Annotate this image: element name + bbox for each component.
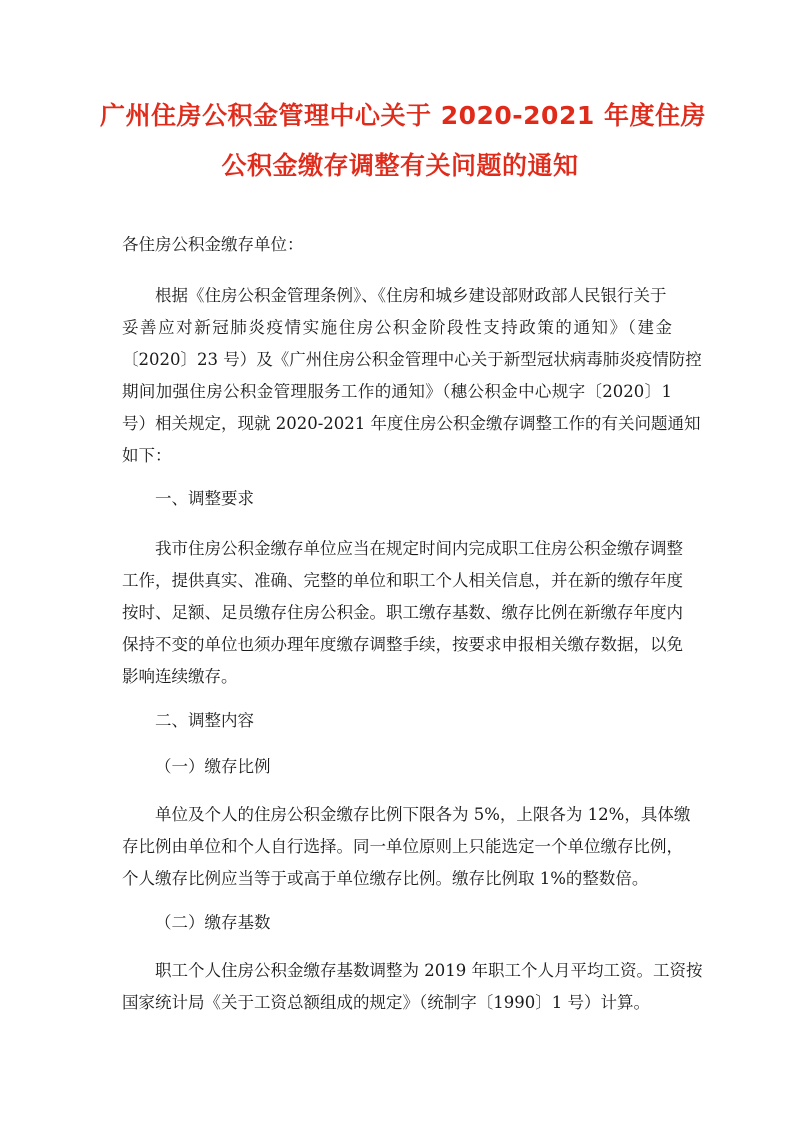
section1-line: 保持不变的单位也须办理年度缴存调整手续，按要求申报相关缴存数据，以免 <box>122 635 683 654</box>
section-heading: 一、调整要求 <box>155 489 254 508</box>
intro-line: 妥善应对新冠肺炎疫情实施住房公积金阶段性支持政策的通知》（建金 <box>122 318 672 337</box>
sub1-line: 单位及个人的住房公积金缴存比例下限各为 5%，上限各为 12%，具体缴 <box>155 805 691 824</box>
document-title-line-1: 广州住房公积金管理中心关于 2020-2021 年度住房 <box>100 101 706 130</box>
sub2-line: 国家统计局《关于工资总额组成的规定》（统制字〔1990〕1 号）计算。 <box>122 993 650 1012</box>
document-title-line-2: 公积金缴存调整有关问题的通知 <box>221 151 579 180</box>
intro-line: 如下： <box>122 446 172 465</box>
section1-line: 工作，提供真实、准确、完整的单位和职工个人相关信息，并在新的缴存年度 <box>122 571 683 590</box>
sub2-line: 职工个人住房公积金缴存基数调整为 2019 年职工个人月平均工资。工资按 <box>155 961 703 980</box>
intro-line: 期间加强住房公积金管理服务工作的通知》（穗公积金中心规字〔2020〕1 <box>122 382 672 401</box>
subsection-heading: （一）缴存比例 <box>155 757 271 776</box>
sub1-line: 个人缴存比例应当等于或高于单位缴存比例。缴存比例取 1%的整数倍。 <box>122 869 649 888</box>
intro-line: 根据《住房公积金管理条例》、《住房和城乡建设部财政部人民银行关于 <box>155 286 667 305</box>
section1-line: 影响连续缴存。 <box>122 667 238 686</box>
sub1-line: 存比例由单位和个人自行选择。同一单位原则上只能选定一个单位缴存比例， <box>122 837 683 856</box>
section-heading: 二、调整内容 <box>155 711 254 730</box>
subsection-heading: （二）缴存基数 <box>155 913 271 932</box>
salutation: 各住房公积金缴存单位： <box>122 235 304 254</box>
intro-line: 号）相关规定，现就 2020-2021 年度住房公积金缴存调整工作的有关问题通知 <box>122 414 701 433</box>
section1-line: 我市住房公积金缴存单位应当在规定时间内完成职工住房公积金缴存调整 <box>155 539 683 558</box>
intro-line: 〔2020〕23 号）及《广州住房公积金管理中心关于新型冠状病毒肺炎疫情防控 <box>122 350 702 369</box>
section1-line: 按时、足额、足员缴存住房公积金。职工缴存基数、缴存比例在新缴存年度内 <box>122 603 683 622</box>
